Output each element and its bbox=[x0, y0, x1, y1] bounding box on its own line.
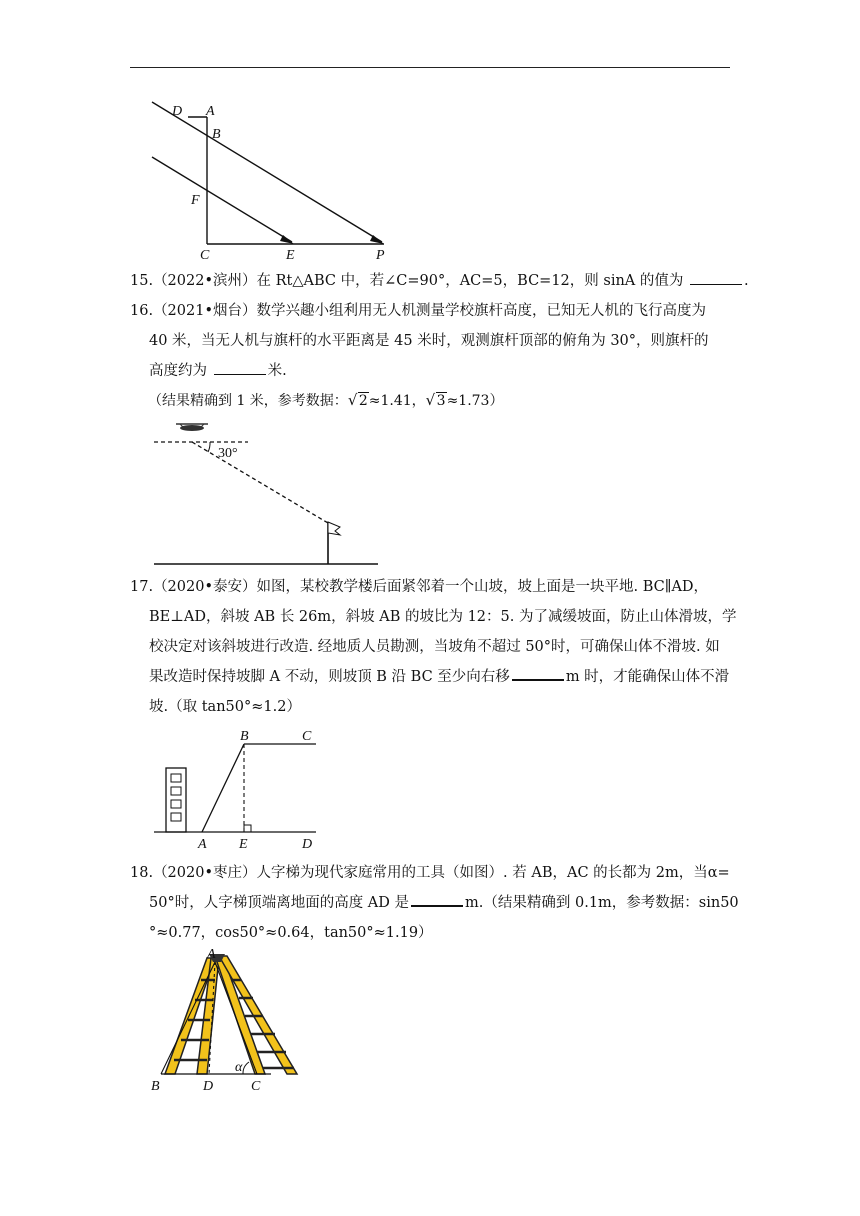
question-tail: . bbox=[744, 273, 749, 289]
question-line: °≈0.77，cos50°≈0.64，tan50°≈1.19） bbox=[149, 925, 433, 941]
label-p: P bbox=[376, 248, 385, 263]
label-a: A bbox=[206, 104, 215, 119]
note-text: ≈1.73） bbox=[446, 393, 504, 409]
question-line: m.（结果精确到 0.1m，参考数据：sin50 bbox=[465, 895, 739, 911]
label-a: A bbox=[207, 947, 216, 962]
question-text: （2022•滨州）在 Rt△ABC 中，若∠C=90°，AC=5，BC=12，则 sinA 的值为 bbox=[153, 273, 684, 289]
question-line: （2020•枣庄）人字梯为现代家庭常用的工具（如图）. 若 AB，AC 的长都为 2m，当α= bbox=[153, 865, 730, 881]
label-b: B bbox=[151, 1079, 160, 1094]
label-f: F bbox=[191, 193, 200, 208]
question-line: 50°时，人字梯顶端离地面的高度 AD 是 bbox=[149, 895, 410, 911]
question-16 bbox=[130, 296, 736, 386]
radicand: 3 bbox=[436, 393, 446, 409]
reference-note bbox=[148, 390, 503, 410]
question-line: 40 米，当无人机与旗杆的水平距离是 45 米时，观测旗杆顶部的俯角为 30°，则旗杆的 bbox=[149, 333, 709, 349]
question-18 bbox=[130, 858, 739, 948]
label-c: C bbox=[302, 729, 312, 744]
question-17 bbox=[130, 572, 736, 722]
label-alpha: α bbox=[235, 1060, 243, 1075]
figure-q18-ladder bbox=[145, 948, 305, 1093]
question-line: （2021•烟台）数学兴趣小组利用无人机测量学校旗杆高度，已知无人机的飞行高度为 bbox=[153, 303, 707, 319]
note-text: ≈1.41， bbox=[368, 393, 426, 409]
figure-q16-drone-flagpole bbox=[150, 418, 390, 568]
question-15 bbox=[130, 266, 749, 296]
answer-blank[interactable] bbox=[512, 665, 564, 681]
figure-q17-slope bbox=[152, 724, 332, 854]
question-number: 16. bbox=[130, 303, 154, 319]
label-d: D bbox=[302, 837, 313, 852]
question-number: 15. bbox=[130, 273, 154, 289]
note-text: （结果精确到 1 米，参考数据： bbox=[148, 393, 348, 409]
answer-blank[interactable] bbox=[411, 891, 463, 907]
question-line: m 时，才能确保山体不滑 bbox=[565, 669, 730, 685]
label-b: B bbox=[212, 127, 221, 142]
label-d: D bbox=[172, 104, 183, 119]
question-number: 17. bbox=[130, 579, 154, 595]
question-line: 校决定对该斜坡进行改造. 经地质人员勘测，当坡角不超过 50°时，可确保山体不滑坡. 如 bbox=[149, 639, 720, 655]
label-b: B bbox=[240, 729, 249, 744]
question-line: BE⊥AD，斜坡 AB 长 26m，斜坡 AB 的坡比为 12：5. 为了减缓坡面，防止山体滑坡，学 bbox=[149, 609, 737, 625]
sqrt-two: √ 2 bbox=[347, 391, 368, 409]
ladder-icon bbox=[165, 954, 297, 1074]
label-c: C bbox=[200, 248, 210, 263]
header-rule bbox=[130, 67, 730, 68]
figure-q14-parallel-lines bbox=[140, 100, 400, 265]
question-line: 高度约为 bbox=[149, 363, 207, 379]
radicand: 2 bbox=[358, 393, 368, 409]
question-number: 18. bbox=[130, 865, 154, 881]
answer-blank[interactable] bbox=[690, 270, 742, 285]
label-e: E bbox=[286, 248, 295, 263]
answer-blank[interactable] bbox=[214, 360, 266, 375]
angle-label: 30° bbox=[218, 446, 238, 461]
sqrt-three: √ 3 bbox=[425, 391, 446, 409]
question-line: （2020•泰安）如图，某校教学楼后面紧邻着一个山坡，坡上面是一块平地. BC∥AD， bbox=[153, 579, 709, 595]
drone-icon bbox=[176, 424, 208, 431]
question-line: 坡.（取 tan50°≈1.2） bbox=[149, 699, 301, 715]
label-e: E bbox=[239, 837, 248, 852]
label-c: C bbox=[251, 1079, 261, 1094]
question-line: 果改造时保持坡脚 A 不动，则坡顶 B 沿 BC 至少向右移 bbox=[149, 669, 510, 685]
label-a: A bbox=[198, 837, 207, 852]
label-d: D bbox=[203, 1079, 214, 1094]
question-line: 米. bbox=[267, 363, 287, 379]
